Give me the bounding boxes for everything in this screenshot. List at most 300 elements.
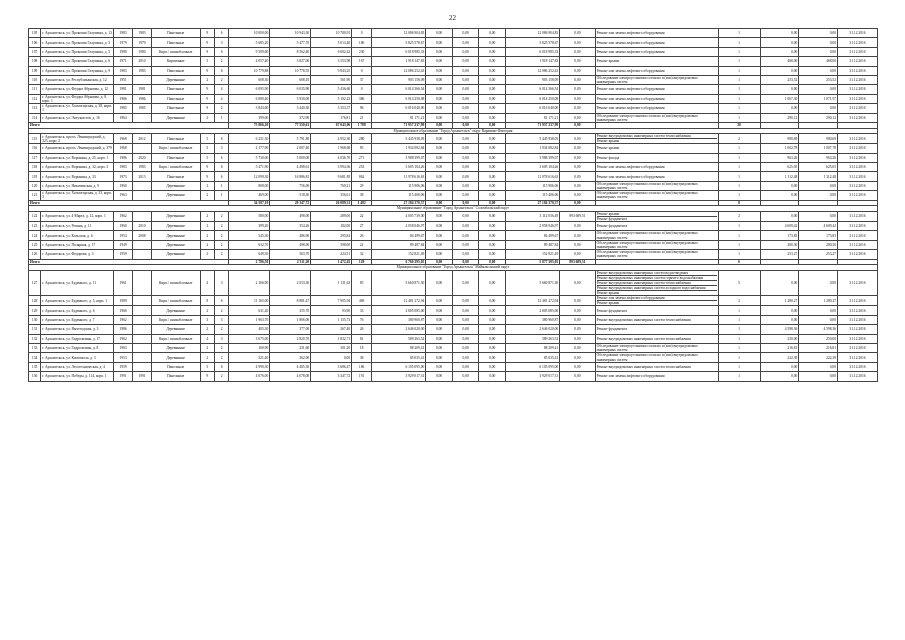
- cell-sa: 632,70: [229, 240, 270, 249]
- cell-addr: г. Архангельск, ул. Победы, д. 114, корп. 1: [41, 372, 114, 381]
- cell-en: 2: [214, 372, 228, 381]
- cell-z3: 0,00: [479, 153, 506, 162]
- total-sb: 77 550,61: [270, 122, 311, 128]
- cell-sb: 231,60: [270, 343, 311, 352]
- cell-fl: 5: [200, 153, 214, 162]
- work-type: Обследование электроустановки согласно и (или) внутридомовых инженерных систем: [596, 181, 698, 191]
- table-row: [29, 66, 878, 75]
- cell-num: 117: [29, 153, 41, 162]
- work-type: Ремонт крыши: [596, 146, 620, 151]
- cell-v2: 0,00: [799, 270, 838, 295]
- cell-v1: 0,00: [760, 38, 799, 47]
- cell-sa: 808,00: [229, 181, 270, 190]
- cell-z2: 0,00: [452, 163, 479, 172]
- cell-t2: 589 263,52: [506, 334, 560, 343]
- cell-en: 4: [214, 94, 228, 103]
- cell-sc: 1 968,68: [311, 144, 352, 153]
- cell-sc: 6 602,42: [311, 47, 352, 56]
- cell-wall: Панельные: [151, 66, 200, 75]
- cell-addr: г. Архангельск, ул. Полярная, д. 17: [41, 240, 114, 249]
- cell-wall: Панельные: [151, 94, 200, 103]
- table-row: [29, 94, 878, 103]
- work-types-cell: [595, 66, 718, 75]
- cell-num: 127: [29, 270, 41, 295]
- cell-z4: 0,00: [560, 104, 595, 113]
- cell-sa: 6 231,30: [229, 134, 270, 144]
- cell-sc: 398,00: [311, 240, 352, 249]
- cell-t1: 2 646 020,00: [372, 325, 426, 334]
- cell-sa: 3 675,00: [229, 334, 270, 343]
- table-row: [29, 191, 878, 200]
- cell-y2: [133, 113, 152, 122]
- cell-z1: 0,00: [426, 270, 453, 295]
- cell-num: 133: [29, 343, 41, 352]
- total-sa: 75 866,20: [229, 122, 270, 128]
- cell-sc: 3 353,37: [311, 104, 352, 113]
- cell-z3: 0,00: [479, 191, 506, 200]
- cell-fl: 2: [200, 306, 214, 315]
- cell-t1: 4 005 739,00: [372, 211, 426, 221]
- cell-sa: 10 000,00: [229, 29, 270, 38]
- cell-z4: 0,00: [560, 250, 595, 259]
- cell-en: 6: [214, 66, 228, 75]
- cell-y2: 2010: [133, 57, 152, 66]
- cell-z1: 0,00: [426, 113, 453, 122]
- cell-num: 125: [29, 240, 41, 249]
- cell-cnt: 1: [718, 240, 760, 249]
- cell-cnt: 1: [718, 191, 760, 200]
- cell-y2: [133, 240, 152, 249]
- total-cnt: 6: [718, 259, 760, 265]
- cell-v1: 0,00: [760, 104, 799, 113]
- cell-v1: 4 609,42: [760, 222, 799, 231]
- cell-cnt: 1: [718, 38, 760, 47]
- cell-en: 4: [214, 85, 228, 94]
- cell-z3: 0,00: [479, 211, 506, 221]
- table-row: [29, 47, 878, 56]
- work-type: Ремонт фасада: [596, 155, 620, 160]
- cell-t2: 89 487,84: [506, 240, 560, 249]
- cell-sc: 93,90: [311, 306, 352, 315]
- table-row: [29, 211, 878, 221]
- cell-z2: 0,00: [452, 104, 479, 113]
- cell-y2: 1986: [133, 94, 152, 103]
- cell-v1: 290,12: [760, 113, 799, 122]
- cell-v2: 0,00: [799, 104, 838, 113]
- cell-cnt: 1: [718, 66, 760, 75]
- cell-en: 2: [214, 306, 228, 315]
- cell-y2: [133, 315, 152, 324]
- table-row: [29, 325, 878, 334]
- table-row: [29, 315, 878, 324]
- cell-z2: 0,00: [452, 181, 479, 190]
- cell-z4: 0,00: [560, 163, 595, 172]
- cell-date: 31.12.2016: [838, 325, 878, 334]
- work-type: Ремонт или замена лифтового оборудования: [597, 296, 717, 301]
- cell-v1: 222,39: [760, 353, 799, 362]
- cell-res: 280: [352, 134, 372, 144]
- cell-y2: 1979: [133, 38, 152, 47]
- cell-cnt: 1: [718, 85, 760, 94]
- cell-num: 116: [29, 144, 41, 153]
- cell-wall: Панельные: [151, 29, 200, 38]
- cell-z2: 0,00: [452, 153, 479, 162]
- cell-t1: 88 209,41: [372, 343, 426, 352]
- table-row: [29, 353, 878, 362]
- cell-res: 271: [352, 153, 372, 162]
- cell-en: 6: [214, 153, 228, 162]
- table-row: [29, 144, 878, 153]
- cell-z3: 0,00: [479, 29, 506, 38]
- cell-v2: 963,26: [799, 153, 838, 162]
- cell-y2: 1991: [133, 372, 152, 381]
- cell-y1: 1971: [114, 57, 133, 66]
- cell-fl: 2: [200, 325, 214, 334]
- cell-res: 469: [352, 296, 372, 306]
- cell-y2: [133, 343, 152, 352]
- cell-date: 31.12.2016: [838, 104, 878, 113]
- cell-t2: 380 960,87: [506, 315, 560, 324]
- table-row: [29, 29, 878, 38]
- cell-date: 31.12.2016: [838, 163, 878, 172]
- cell-en: 2: [214, 231, 228, 240]
- cell-z2: 0,00: [452, 343, 479, 352]
- cell-num: 124: [29, 231, 41, 240]
- cell-z1: 0,00: [426, 75, 453, 84]
- cell-v1: 625,05: [760, 163, 799, 172]
- cell-z3: 0,00: [479, 47, 506, 56]
- cell-res: 96: [352, 104, 372, 113]
- cell-sa: 3 843,60: [229, 104, 270, 113]
- cell-cnt: 1: [718, 104, 760, 113]
- cell-y2: 1983: [133, 29, 152, 38]
- cell-fl: 2: [200, 240, 214, 249]
- cell-res: 386: [352, 94, 372, 103]
- cell-date: 31.12.2016: [838, 315, 878, 324]
- cell-sc: 289,00: [311, 211, 352, 221]
- cell-z1: 0,00: [426, 47, 453, 56]
- cell-fl: 9: [200, 66, 214, 75]
- cell-z3: 0,00: [479, 94, 506, 103]
- cell-z2: 0,00: [452, 134, 479, 144]
- cell-t2: 3 929 017,31: [506, 372, 560, 381]
- cell-z3: 0,00: [479, 372, 506, 381]
- cell-v2: 1 007,78: [799, 144, 838, 153]
- total-z4: 893 689,51: [560, 259, 595, 265]
- cell-sc: 7 905,94: [311, 296, 352, 306]
- work-types-cell: [595, 211, 718, 221]
- work-type: Обследование электроустановки согласно и (или) внутридомовых инженерных систем: [596, 344, 698, 353]
- table-row: [29, 113, 878, 122]
- cell-wall: Панельные: [151, 372, 200, 381]
- cell-wall: Деревянные: [151, 343, 200, 352]
- table-row: [29, 163, 878, 172]
- total-res: 1 788: [352, 122, 372, 128]
- total-z1: 0,00: [426, 200, 453, 206]
- cell-cnt: 1: [718, 353, 760, 362]
- total-t2: 27 184 370,37: [506, 200, 560, 206]
- cell-sa: 1 963,70: [229, 315, 270, 324]
- cell-z2: 0,00: [452, 75, 479, 84]
- cell-res: 0: [352, 85, 372, 94]
- cell-v2: 1 280,27: [799, 296, 838, 306]
- cell-num: 106: [29, 38, 41, 47]
- cell-addr: г. Архангельск, ул. Буденного, д. 5, корп. 1: [41, 296, 114, 306]
- work-types-cell: [595, 47, 718, 56]
- cell-z1: 0,00: [426, 296, 453, 306]
- cell-cnt: 1: [718, 343, 760, 352]
- cell-en: 2: [214, 75, 228, 84]
- cell-cnt: 1: [718, 75, 760, 84]
- cell-t1: 6 105 095,00: [372, 362, 426, 371]
- cell-cnt: 2: [718, 296, 760, 306]
- work-types-cell: [595, 334, 718, 343]
- cell-res: 230: [352, 47, 372, 56]
- cell-addr: г. Архангельск, ул. Федорова, д. 3: [41, 250, 114, 259]
- cell-z2: 0,00: [452, 144, 479, 153]
- cell-fl: 2: [200, 181, 214, 190]
- cell-z4: 0,00: [560, 372, 595, 381]
- cell-v2: 0,00: [799, 66, 838, 75]
- cell-y1: 1961: [114, 270, 133, 295]
- cell-z3: 0,00: [479, 270, 506, 295]
- table-row: [29, 250, 878, 259]
- cell-addr: г. Архангельск, ул. Республиканская, д. 12: [41, 75, 114, 84]
- cell-en: 2: [214, 240, 228, 249]
- cell-z1: 0,00: [426, 134, 453, 144]
- cell-sc: 5 436,60: [311, 85, 352, 94]
- work-types-cell: [595, 231, 718, 240]
- cell-sa: 469,00: [229, 191, 270, 200]
- cell-v1: 0,00: [760, 29, 799, 38]
- cell-sc: 3 994,36: [311, 163, 352, 172]
- cell-v1: 0,00: [760, 66, 799, 75]
- cell-v2: 0,00: [799, 38, 838, 47]
- cell-sa: 2 166,90: [229, 270, 270, 295]
- work-type: Ремонт фундамента: [596, 308, 628, 313]
- cell-wall: Деревянные: [151, 353, 200, 362]
- cell-t2: 85 035,41: [506, 353, 560, 362]
- cell-v2: 625,05: [799, 163, 838, 172]
- cell-date: 31.12.2016: [838, 38, 878, 47]
- cell-z2: 0,00: [452, 85, 479, 94]
- cell-y2: [133, 75, 152, 84]
- cell-fl: 9: [200, 47, 214, 56]
- cell-z2: 0,00: [452, 172, 479, 181]
- work-type: Обследование электроустановки согласно и (или) внутридомовых инженерных систем: [596, 191, 698, 200]
- cell-date: 31.12.2016: [838, 353, 878, 362]
- cell-sb: 4 405,30: [270, 362, 311, 371]
- cell-y2: [133, 306, 152, 315]
- cell-num: 118: [29, 163, 41, 172]
- work-type: Ремонт внутридомовых инженерных систем холодного водоснабжения: [597, 286, 717, 291]
- cell-cnt: 1: [718, 231, 760, 240]
- cell-wall: Панельные: [151, 38, 200, 47]
- cell-v2: 0,00: [799, 191, 838, 200]
- cell-sc: 10 780,91: [311, 29, 352, 38]
- cell-z4: 0,00: [560, 343, 595, 352]
- work-types-cell: [595, 153, 718, 162]
- cell-date: 31.12.2016: [838, 75, 878, 84]
- cell-fl: 9: [200, 296, 214, 306]
- cell-y1: 1983: [114, 163, 133, 172]
- cell-z1: 0,00: [426, 211, 453, 221]
- total-z1: 0,00: [426, 122, 453, 128]
- cell-sa: 399,20: [229, 222, 270, 231]
- cell-z1: 0,00: [426, 163, 453, 172]
- cell-v1: 0,00: [760, 85, 799, 94]
- cell-y2: [133, 250, 152, 259]
- cell-cnt: 1: [718, 29, 760, 38]
- cell-y2: 1983: [133, 66, 152, 75]
- cell-addr: г. Архангельск, ул. Прокопия Галушина, д. 13: [41, 29, 114, 38]
- cell-sc: 176,81: [311, 113, 352, 122]
- total-z4: 0,00: [560, 200, 595, 206]
- cell-t1: 6 018 985,33: [372, 47, 426, 56]
- cell-en: 3: [214, 315, 228, 324]
- cell-y1: 1963: [114, 191, 133, 200]
- cell-cnt: 5: [718, 270, 760, 295]
- cell-wall: Деревянные: [151, 231, 200, 240]
- cell-z2: 0,00: [452, 38, 479, 47]
- cell-t1: 12 086 252,43: [372, 66, 426, 75]
- cell-sc: 295,84: [311, 231, 352, 240]
- work-type: Обследование электроустановки согласно и (или) внутридомовых инженерных систем: [596, 353, 698, 362]
- total-sa: 2 786,50: [229, 259, 270, 265]
- cell-date: 31.12.2016: [838, 134, 878, 144]
- cell-t2: 3 112 036,49: [506, 211, 560, 221]
- cell-date: 31.12.2016: [838, 85, 878, 94]
- cell-fl: 9: [200, 38, 214, 47]
- cell-wall: Деревянные: [151, 306, 200, 315]
- cell-addr: г. Архангельск, ул. Холмогорская, д. 33, корп. 3: [42, 191, 112, 200]
- cell-en: 6: [214, 47, 228, 56]
- cell-wall: Деревянные: [151, 211, 200, 221]
- cell-t2: 2 646 020,00: [506, 325, 560, 334]
- cell-t2: 81 171,21: [506, 113, 560, 122]
- cell-res: 186: [352, 38, 372, 47]
- cell-z1: 0,00: [426, 181, 453, 190]
- cell-sa: 580,00: [229, 211, 270, 221]
- cell-sb: 6 035,90: [270, 85, 311, 94]
- cell-fl: 2: [200, 222, 214, 231]
- cell-sb: 10 943,30: [270, 29, 311, 38]
- cell-sb: 756,00: [270, 181, 311, 190]
- cell-z4: 0,00: [560, 181, 595, 190]
- cell-y1: 1981: [114, 85, 133, 94]
- cell-t2: 5 825 578,67: [506, 38, 560, 47]
- cell-en: 2: [214, 343, 228, 352]
- total-z4: 0,00: [560, 122, 595, 128]
- work-type: Ремонт или замена лифтового оборудования: [596, 106, 665, 111]
- table-row: [29, 38, 878, 47]
- cell-t2: 3 988 399,07: [506, 153, 560, 162]
- cell-z2: 0,00: [452, 231, 479, 240]
- work-types-cell: [595, 372, 718, 381]
- cell-date: 31.12.2016: [838, 372, 878, 381]
- cell-z3: 0,00: [479, 113, 506, 122]
- cell-y2: [133, 270, 152, 295]
- cell-num: 107: [29, 47, 41, 56]
- cell-z1: 0,00: [426, 172, 453, 181]
- cell-v2: 280,30: [799, 240, 838, 249]
- cell-addr: г. Архангельск, ул. Буденного, д. 11: [41, 270, 114, 295]
- cell-sb: 3 827,00: [270, 57, 311, 66]
- cell-en: 2: [214, 211, 228, 221]
- cell-addr: г. Архангельск, ул. Лесотехническая, д. 4: [41, 362, 114, 371]
- capital-repair-register-table: [28, 28, 878, 382]
- cell-y1: 1949: [114, 240, 133, 249]
- cell-sb: 354,26: [270, 222, 311, 231]
- cell-z1: 0,00: [426, 315, 453, 324]
- cell-z1: 0,00: [426, 325, 453, 334]
- cell-num: 128: [29, 296, 41, 306]
- work-types-cell: [595, 222, 718, 231]
- cell-z4: 0,00: [560, 270, 595, 295]
- cell-t2: 2 058 046,97: [506, 222, 560, 231]
- cell-cnt: 2: [718, 211, 760, 221]
- cell-z4: 0,00: [560, 66, 595, 75]
- cell-z3: 0,00: [479, 222, 506, 231]
- cell-t1: 152 821,49: [372, 250, 426, 259]
- cell-fl: 2: [200, 250, 214, 259]
- work-types-cell: [595, 57, 718, 66]
- cell-z2: 0,00: [452, 57, 479, 66]
- cell-fl: 5: [200, 57, 214, 66]
- cell-sa: 545,30: [229, 231, 270, 240]
- cell-addr: г. Архангельск, ул. Воронина, д. 32, корп. 3: [41, 163, 114, 172]
- cell-cnt: 1: [718, 94, 760, 103]
- table-row: [29, 372, 878, 381]
- cell-y2: [133, 325, 152, 334]
- cell-cnt: 1: [718, 325, 760, 334]
- cell-y1: 1980: [114, 47, 133, 56]
- cell-sc: 4 952,30: [311, 134, 352, 144]
- cell-date: 31.12.2016: [838, 144, 878, 153]
- cell-v1: 0,00: [760, 191, 799, 200]
- cell-z3: 0,00: [479, 38, 506, 47]
- cell-z2: 0,00: [452, 334, 479, 343]
- cell-num: 123: [29, 222, 41, 231]
- cell-date: 31.12.2016: [838, 57, 878, 66]
- cell-res: 0: [352, 29, 372, 38]
- cell-v2: 0,00: [799, 47, 838, 56]
- cell-y1: 1962: [114, 315, 133, 324]
- work-types-cell: [595, 104, 718, 113]
- cell-addr: г. Архангельск, ул. Никитинская, д. 9: [41, 181, 114, 190]
- cell-wall: Кирп./ шлакоблочные: [151, 163, 200, 172]
- work-type: Ремонт внутридомовых инженерных систем теплоснабжения: [597, 134, 717, 139]
- cell-num: 126: [29, 250, 41, 259]
- cell-z4: 0,00: [560, 29, 595, 38]
- cell-z3: 0,00: [479, 296, 506, 306]
- cell-v1: 1 112,48: [760, 172, 799, 181]
- section-heading: Муниципальное образование "Город Архангельск" Соломбальский округ: [29, 206, 878, 212]
- cell-v2: 4 598,36: [799, 325, 838, 334]
- cell-v2: 1 071,97: [799, 94, 838, 103]
- page-number: 22: [449, 14, 456, 22]
- cell-en: 6: [214, 296, 228, 306]
- cell-cnt: 1: [718, 334, 760, 343]
- work-types-cell: [595, 144, 718, 153]
- cell-res: 191: [352, 372, 372, 381]
- work-types-cell: [595, 343, 718, 352]
- cell-sa: 405,30: [229, 325, 270, 334]
- cell-res: 0: [352, 66, 372, 75]
- cell-y1: 1953: [114, 353, 133, 362]
- cell-wall: Панельные: [151, 172, 200, 181]
- cell-t1: 3 605 104,26: [372, 163, 426, 172]
